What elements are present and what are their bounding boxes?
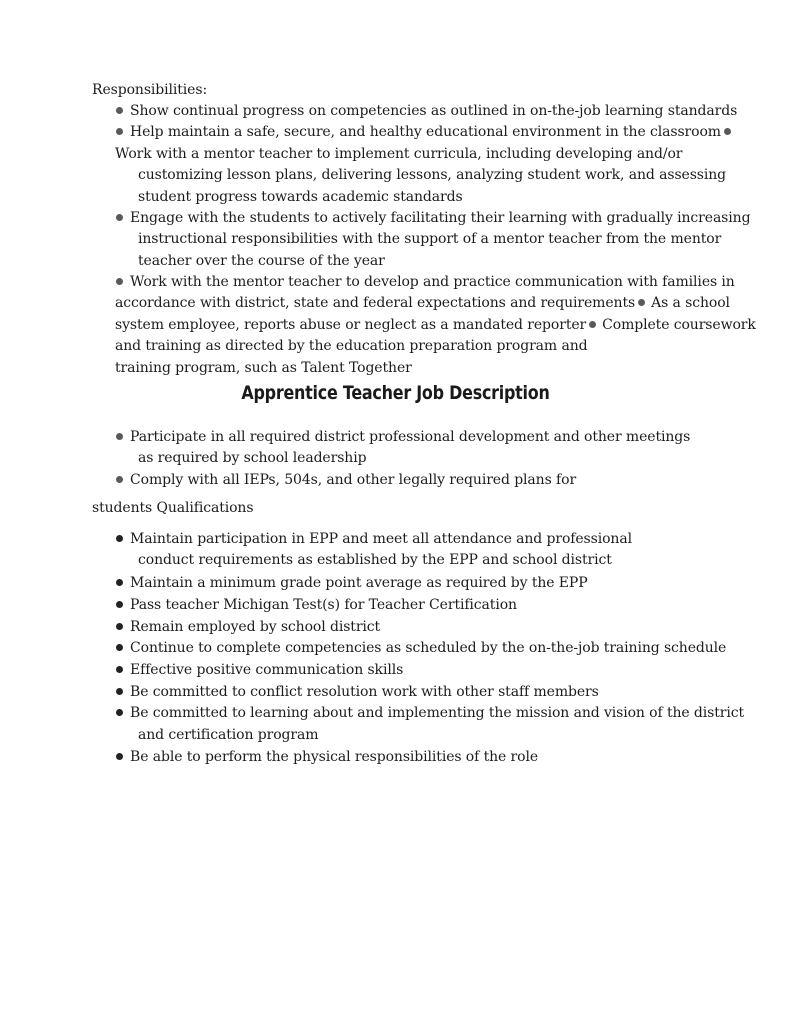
bullet-icon [116,433,123,440]
qualification-item [116,596,517,614]
responsibility-item [115,316,756,334]
bullet-icon [116,476,123,483]
responsibility-text: student progress towards academic standards [138,189,463,205]
qualifications-heading: students Qualifications [92,500,254,516]
responsibility-item [116,102,737,120]
qualification-text: conduct requirements as established by the EPP and school district [138,552,612,568]
bullet-icon [116,666,123,673]
bullet-icon [116,579,123,586]
bullet-icon [589,321,596,328]
qualification-item [116,618,380,636]
qualification-text: and certification program [138,727,319,743]
bullet-icon [116,107,123,114]
qualification-text: Remain employed by school district [130,619,381,635]
qualification-text: Pass teacher Michigan Test(s) for Teacher Certification [130,597,517,613]
qualification-item [116,683,599,701]
qualification-item [116,748,538,766]
responsibility-item [116,428,690,446]
qualification-text: Maintain participation in EPP and meet all attendance and professional [130,531,632,547]
bullet-icon [116,644,123,651]
qualification-text: Be committed to conflict resolution work with other staff members [130,684,599,700]
bullet-icon [116,214,123,221]
qualification-item [116,530,632,548]
bullet-icon [116,128,123,135]
responsibility-item [116,471,576,489]
responsibility-text: Engage with the students to actively facilitating their learning with gradually increasing [130,210,751,226]
qualification-text: Be committed to learning about and implementing the mission and vision of the district [130,705,745,721]
bullet-icon [116,623,123,630]
responsibility-item [116,273,735,291]
responsibility-text: system employee, reports abuse or neglect as a mandated reporter [115,317,587,333]
responsibility-text: instructional responsibilities with the support of a mentor teacher from the mentor [138,231,722,247]
bullet-icon [116,601,123,608]
qualification-item [116,661,403,679]
responsibility-text: customizing lesson plans, delivering lessons, analyzing student work, and assessing [138,167,727,183]
responsibility-text: Show continual progress on competencies as outlined in on-the-job learning standards [130,103,738,119]
responsibility-item [116,123,737,141]
qualification-text: Continue to complete competencies as scheduled by the on-the-job training schedule [130,640,727,656]
responsibility-text: and training as directed by the education preparation program and [115,338,588,354]
responsibility-text: Complete coursework [602,317,756,333]
responsibility-text: Comply with all IEPs, 504s, and other legally required plans for [130,472,577,488]
qualification-text: Be able to perform the physical responsibilities of the role [130,749,539,765]
responsibility-text: As a school [651,295,730,311]
qualification-text: Maintain a minimum grade point average as required by the EPP [130,575,588,591]
responsibility-text: accordance with district, state and federal expectations and requirements [115,295,636,311]
responsibility-text: teacher over the course of the year [138,253,385,269]
bullet-icon [116,688,123,695]
bullet-icon [116,753,123,760]
responsibility-text: as required by school leadership [138,450,367,466]
responsibility-text: Participate in all required district professional development and other meetings [130,429,691,445]
qualification-item [116,639,726,657]
bullet-icon [724,128,731,135]
bullet-icon [116,535,123,542]
qualification-text: Effective positive communication skills [130,662,404,678]
qualification-item [116,704,744,722]
responsibility-text: Help maintain a safe, secure, and healthy educational environment in the classroom [130,124,721,140]
responsibilities-heading: Responsibilities: [92,82,208,98]
bullet-icon [116,709,123,716]
bullet-icon [638,299,645,306]
qualification-item [116,574,588,592]
page-title: Apprentice Teacher Job Description [241,382,550,404]
responsibility-text: Work with the mentor teacher to develop and practice communication with families in [130,274,735,290]
responsibility-text: Work with a mentor teacher to implement curricula, including developing and/or [115,146,683,162]
bullet-icon [116,278,123,285]
responsibility-text: training program, such as Talent Together [115,360,412,376]
responsibility-item [115,294,730,312]
responsibility-item [116,209,750,227]
